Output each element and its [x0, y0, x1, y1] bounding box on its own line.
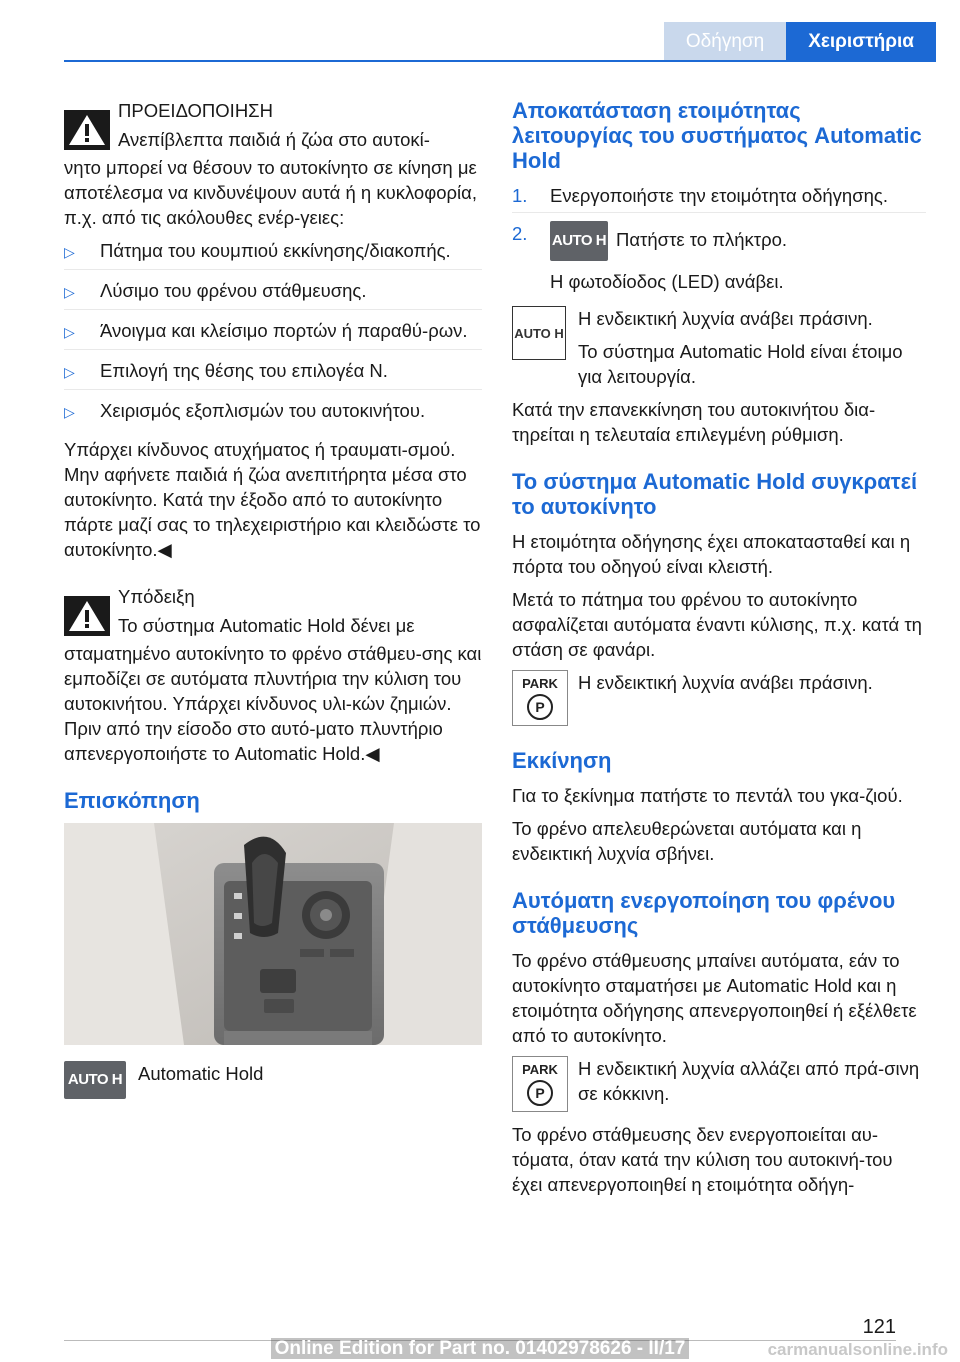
paragraph: Το φρένο στάθμευσης μπαίνει αυτόματα, εάν το αυτοκίνητο σταματήσει με Automatic Hold και η ετοιμότητα οδήγησης απενεργοποιηθεί ή εξέλθετε από το αυτοκίνητο. — [512, 950, 917, 1046]
header-rule — [64, 60, 936, 62]
step-number: 1. — [512, 185, 528, 206]
list-item: ▷ Πάτημα του κουμπιού εκκίνησης/διακοπής. — [64, 238, 482, 270]
header-tabs — [664, 22, 936, 60]
section-heading-restore: Αποκατάσταση ετοιμότητας λειτουργίας του συστήματος Automatic Hold — [512, 98, 922, 173]
warning-lead: Ανεπίβλεπτα παιδιά ή ζώα στο αυτοκί- — [118, 129, 430, 150]
paragraph: Η ετοιμότητα οδήγησης έχει αποκατασταθεί και η πόρτα του οδηγού είναι κλειστή. — [512, 531, 911, 577]
note-body: σταματημένο αυτοκίνητο το φρένο στάθμευ-σης και εμποδίζει σε αυτόματα πλυντήρια την κύλιση του αυτοκινήτου. Υπάρχει κίνδυνος υλι-κών ζημιών. Πριν από την είσοδο στο αυτό-ματο πλυντήριο απενεργοποιήστε το Automatic Hold.◀ — [64, 643, 482, 764]
tab-section[interactable]: Οδήγηση — [664, 22, 786, 60]
list-item: ▷ Χειρισμός εξοπλισμών του αυτοκινήτου. — [64, 398, 482, 429]
list-item — [512, 221, 926, 298]
warning-list — [64, 238, 482, 429]
list-item: ▷ Λύσιμο του φρένου στάθμευσης. — [64, 278, 482, 310]
edition-line: Online Edition for Part no. 01402978626 - II/17 — [0, 1338, 960, 1360]
left-column — [64, 98, 482, 1099]
paragraph: Μετά το πάτημα του φρένου το αυτοκίνητο ασφαλίζεται αυτόματα έναντι κύλισης, π.χ. κατά τη στάση σε φανάρι. — [512, 589, 922, 660]
watermark: carmanualsonline.info — [767, 1340, 948, 1359]
triangle-bullet-icon: ▷ — [64, 404, 75, 420]
triangle-bullet-icon: ▷ — [64, 364, 75, 380]
step-number: 2. — [512, 223, 528, 244]
indicator-text: Η ενδεικτική λυχνία ανάβει πράσινη. — [578, 672, 873, 693]
overview-heading: Επισκόπηση — [64, 788, 200, 813]
triangle-bullet-icon: ▷ — [64, 284, 75, 300]
page-number: 121 — [862, 1316, 896, 1338]
park-indicator-icon: PARK P — [512, 1056, 568, 1112]
paragraph: Το φρένο στάθμευσης δεν ενεργοποιείται αυ-τόματα, όταν κατά την κύλιση του αυτοκινή-του έχει απενεργοποιηθεί η ετοιμότητα οδήγη- — [512, 1124, 893, 1195]
center-console-photo — [64, 823, 482, 1045]
warning-icon — [64, 596, 110, 641]
note-title: Υπόδειξη — [118, 586, 195, 607]
indicator-text: Το σύστημα Automatic Hold είναι έτοιμο για λειτουργία. — [578, 341, 903, 387]
note-lead: Το σύστημα Automatic Hold δένει με — [118, 615, 415, 636]
caption-row — [64, 1061, 482, 1099]
section-heading-hold: Το σύστημα Automatic Hold συγκρατεί το αυτοκίνητο — [512, 469, 918, 519]
auto-h-indicator-icon: AUTO H — [512, 306, 566, 360]
tab-chapter[interactable]: Χειριστήρια — [786, 22, 936, 60]
paragraph: Για το ξεκίνημα πατήστε το πεντάλ του γκα-ζιού. — [512, 785, 903, 806]
indicator-text: Η ενδεικτική λυχνία αλλάζει από πρά-σινη σε κόκκινη. — [578, 1058, 920, 1104]
auto-h-button-icon: AUTO H — [64, 1061, 126, 1099]
steps-list — [512, 183, 926, 298]
warning-icon — [64, 110, 110, 155]
section-heading-auto-park: Αυτόματη ενεργοποίηση του φρένου στάθμευσης — [512, 888, 896, 938]
indicator-row — [512, 1056, 926, 1114]
warning-body: νητο μπορεί να θέσουν το αυτοκίνητο σε κίνηση με αποτέλεσμα να κινδυνέψουν αυτά ή η κυκλοφορία, π.χ. από τις ακόλουθες ενέρ-γειες: — [64, 157, 477, 228]
park-indicator-icon: PARK P — [512, 670, 568, 726]
paragraph: Κατά την επανεκκίνηση του αυτοκινήτου δια-τηρείται η τελευταία επιλεγμένη ρύθμιση. — [512, 399, 876, 445]
warning-title: ΠΡΟΕΙΔΟΠΟΙΗΣΗ — [118, 100, 273, 121]
note-block — [64, 584, 482, 641]
right-column — [512, 98, 926, 1205]
indicator-text: Η ενδεικτική λυχνία ανάβει πράσινη. — [578, 308, 873, 329]
warning-closing: Υπάρχει κίνδυνος ατυχήματος ή τραυματι-σμού. Μην αφήνετε παιδιά ή ζώα ανεπιτήρητα μέσα στο αυτοκίνητο. Κατά την έξοδο από το αυτοκίνητο πάρτε μαζί σας το τηλεχειριστήριο και κλειδώστε το αυτοκίνητο.◀ — [64, 439, 481, 560]
step-text: Πατήστε το πλήκτρο. — [616, 228, 788, 250]
triangle-bullet-icon: ▷ — [64, 244, 75, 260]
auto-h-button-icon: AUTO H — [550, 221, 608, 261]
warning-block — [64, 98, 482, 155]
triangle-bullet-icon: ▷ — [64, 324, 75, 340]
photo-caption: Automatic Hold — [138, 1063, 264, 1084]
indicator-row — [512, 670, 926, 726]
section-heading-start: Εκκίνηση — [512, 748, 612, 773]
paragraph: Το φρένο απελευθερώνεται αυτόματα και η ενδεικτική λυχνία σβήνει. — [512, 818, 862, 864]
indicator-row — [512, 306, 926, 389]
list-item: ▷ Επιλογή της θέσης του επιλογέα N. — [64, 358, 482, 390]
step-text: Ενεργοποιήστε την ετοιμότητα οδήγησης. — [550, 185, 888, 206]
list-item — [512, 183, 926, 213]
step-subtext: Η φωτοδίοδος (LED) ανάβει. — [550, 271, 784, 292]
list-item: ▷ Άνοιγμα και κλείσιμο πορτών ή παραθύ-ρων. — [64, 318, 482, 350]
